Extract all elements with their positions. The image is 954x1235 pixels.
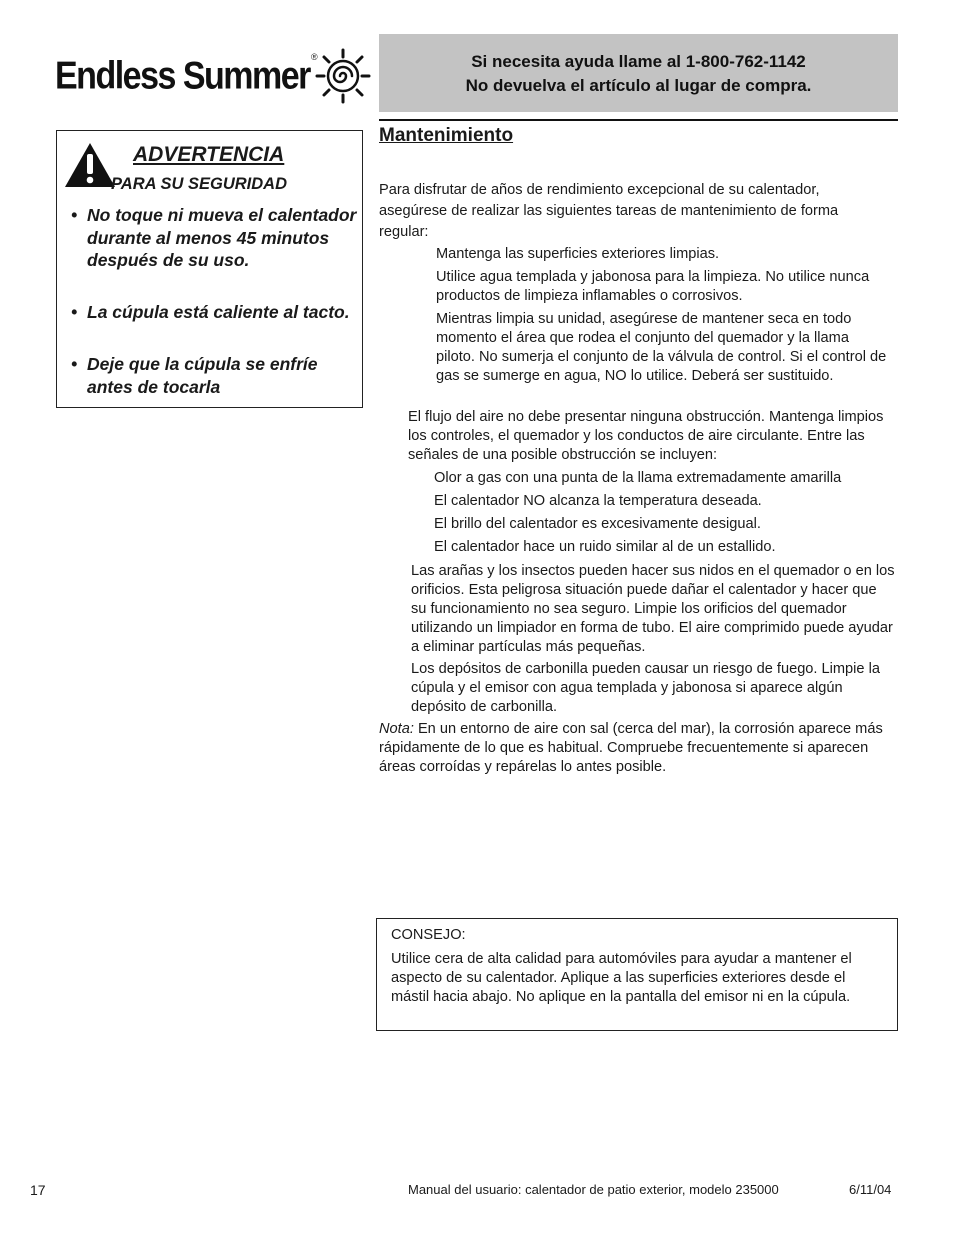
- bullet: •: [71, 302, 78, 322]
- sun-icon: [313, 46, 373, 106]
- note-paragraph: [379, 720, 891, 777]
- tip-box: [376, 918, 898, 1031]
- help-return-line: No devuelva el artículo al lugar de compra.: [465, 76, 812, 95]
- warning-box: [56, 130, 363, 408]
- warning-item: [71, 301, 357, 324]
- warning-item: [71, 204, 357, 272]
- airflow-paragraph: El flujo del aire no debe presentar ninguna obstrucción. Mantenga limpios los controles, el quemador y los conductos de aire circulante. Entre las señales de una posible obstrucción se incluyen:: [408, 409, 884, 463]
- note-text: En un entorno de aire con sal (cerca del mar), la corrosión aparece más rápidamente de lo que es habitual. Compruebe frecuentemente si aparecen áreas corroídas y repárelas lo antes posible.: [379, 721, 883, 775]
- task-item: Mientras limpia su unidad, asegúrese de mantener seca en todo momento el área que rodea el conjunto del quemador y la llama piloto. No sumerja el conjunto de la válvula de control. Si el control de gas se sumerge en agua, NO lo utilice. Deberá ser sustituido.: [436, 311, 887, 384]
- logo-wordmark: Endless Summer: [55, 54, 310, 98]
- header-divider: [379, 119, 898, 121]
- warning-triangle-icon: [63, 141, 117, 189]
- bullet: •: [71, 205, 78, 225]
- warning-item-text: La cúpula está caliente al tacto.: [87, 302, 350, 322]
- sign-item: El calentador NO alcanza la temperatura deseada.: [434, 493, 762, 509]
- note-label: Nota:: [379, 721, 414, 737]
- sign-item: El calentador hace un ruido similar al de un estallido.: [434, 539, 776, 555]
- warning-item: [71, 353, 357, 398]
- bullet: •: [71, 354, 78, 374]
- footer-manual-title: Manual del usuario: calentador de patio exterior, modelo 235000: [408, 1182, 779, 1197]
- spiders-paragraph: Las arañas y los insectos pueden hacer sus nidos en el quemador o en los orificios. Esta peligrosa situación puede dañar el calentador y hacer que su funcionamiento no sea seguro. Limpie los orificios del quemador utilizando un limpiador en forma de tubo. El aire comprimido puede ayudar a eliminar partículas más pequeñas.: [411, 563, 895, 655]
- sign-item: El brillo del calentador es excesivamente desigual.: [434, 516, 761, 532]
- help-phone-line: Si necesita ayuda llame al 1-800-762-1142: [471, 52, 806, 71]
- tip-label: CONSEJO:: [391, 927, 466, 943]
- tip-text: Utilice cera de alta calidad para automóviles para ayudar a mantener el aspecto de su calentador. Aplique a las superficies exteriores desde el mástil hacia abajo. No aplique en la pantalla del emisor ni en la cúpula.: [391, 951, 852, 1005]
- task-item: Mantenga las superficies exteriores limpias.: [436, 246, 720, 262]
- help-banner: [379, 34, 898, 112]
- warning-item-text: No toque ni mueva el calentador durante al menos 45 minutos después de su uso.: [87, 205, 357, 270]
- task-item: Utilice agua templada y jabonosa para la limpieza. No utilice nunca productos de limpieza inflamables o corrosivos.: [436, 269, 870, 304]
- section-title: Mantenimiento: [379, 125, 514, 146]
- brand-logo: [55, 42, 375, 104]
- warning-item-text: Deje que la cúpula se enfríe antes de tocarla: [87, 354, 318, 397]
- warning-title: ADVERTENCIA: [133, 143, 285, 166]
- sign-item: Olor a gas con una punta de la llama extremadamente amarilla: [434, 470, 842, 486]
- intro-paragraph: Para disfrutar de años de rendimiento excepcional de su calentador, asegúrese de realizar las siguientes tareas de mantenimiento de forma regular:: [379, 182, 839, 240]
- footer-date: 6/11/04: [849, 1182, 892, 1197]
- page-number: 17: [30, 1182, 46, 1198]
- warning-subtitle: PARA SU SEGURIDAD: [111, 175, 288, 193]
- registered-mark: ®: [311, 52, 318, 62]
- carbon-paragraph: Los depósitos de carbonilla pueden causar un riesgo de fuego. Limpie la cúpula y el emisor con agua templada y jabonosa si aparece algún depósito de carbonilla.: [411, 661, 880, 715]
